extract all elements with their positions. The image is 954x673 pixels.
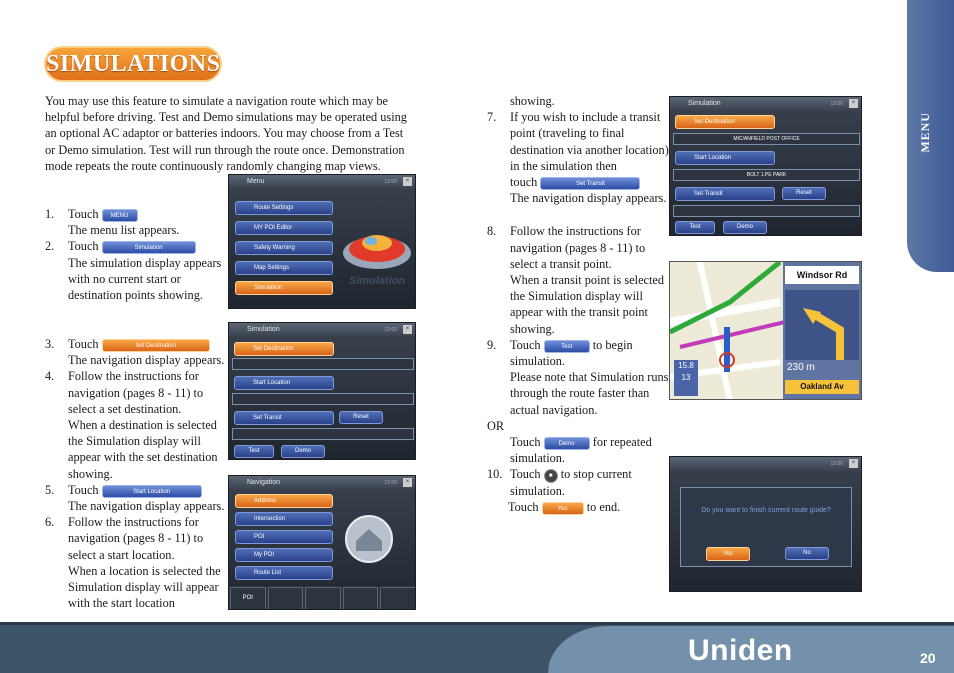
screenshot-simulation-filled bbox=[669, 96, 862, 236]
screenshot-map bbox=[669, 261, 862, 400]
screenshot-navigation bbox=[228, 475, 416, 610]
screenshot-confirm bbox=[669, 456, 862, 592]
sim2-test: Test bbox=[675, 221, 715, 234]
side-tab-label: MENU bbox=[918, 112, 932, 153]
menu-button-image: MENU bbox=[102, 209, 138, 222]
footer-rule bbox=[0, 622, 954, 625]
nav-bottom-slot-3 bbox=[343, 587, 379, 610]
step-3: 3. Touch Set Destination bbox=[45, 336, 225, 352]
sim2-set-transit: Set Transit bbox=[675, 187, 775, 201]
demo-button-image: Demo bbox=[544, 437, 590, 450]
sim1-transit-field bbox=[232, 428, 414, 440]
step-1: 1. Touch MENU bbox=[45, 206, 225, 222]
sim2-set-destination: Set Destination bbox=[675, 115, 775, 129]
menu-item-safety-warning: Safety Warning bbox=[235, 241, 333, 255]
map-guidance-panel bbox=[783, 262, 862, 400]
nav-item-route-list: Route List bbox=[235, 566, 333, 580]
menu-screen-header: Menu 12:00 × bbox=[229, 175, 415, 189]
nav-bottom-poi: POI bbox=[230, 587, 266, 610]
sim1-demo: Demo bbox=[281, 445, 325, 458]
sim2-start-value: BOLT 1.PE PARK bbox=[673, 169, 860, 181]
page-title: SIMULATIONS bbox=[44, 46, 222, 82]
step-10: 10. Touch ■ to stop current simulation. bbox=[487, 467, 632, 498]
steps-left: 1. Touch MENU The menu list appears. 2. Touch Simulation The simulation display appears with no current start or destination points showing. bbox=[45, 206, 225, 303]
sim2-destination-value: MIC/ANFIELD POST OFFICE bbox=[673, 133, 860, 145]
sim2-transit-field bbox=[673, 205, 860, 217]
sim1-reset: Reset bbox=[339, 411, 383, 424]
step-6: 6. Follow the instructions for navigation (pages 8 - 11) to select a start location. bbox=[45, 515, 204, 562]
map-street-top: Windsor Rd bbox=[785, 266, 859, 284]
nav-bottom-slot-1 bbox=[268, 587, 304, 610]
uniden-logo: Uniden bbox=[688, 634, 793, 667]
step-7: 7. If you wish to include a transit point (traveling to final destination via another location) in the simulation then bbox=[487, 110, 669, 173]
screenshot-menu bbox=[228, 174, 416, 309]
simulation-button-image: Simulation bbox=[102, 241, 196, 254]
nav-bottom-bar bbox=[229, 586, 416, 610]
confirm-header: 12:00 × bbox=[670, 457, 861, 471]
screenshot-simulation-empty bbox=[228, 322, 416, 460]
nav-item-poi: POI bbox=[235, 530, 333, 544]
sim1-destination-field bbox=[232, 358, 414, 370]
step-8: 8. Follow the instructions for navigation (pages 8 - 11) to select a transit point. bbox=[487, 224, 646, 271]
confirm-message: Do you want to finish current route guide? bbox=[701, 507, 831, 514]
map-street-bottom: Oakland Av bbox=[785, 380, 859, 394]
step-9: 9. Touch Test to begin simulation. bbox=[487, 337, 633, 369]
menu-watermark: Simulation bbox=[349, 275, 406, 287]
sim1-header: Simulation 12:00 × bbox=[229, 323, 415, 337]
steps-right: showing. 7. If you wish to include a transit point (traveling to final destination via another location) in the simulation then touch Set Transit The navigation display appears. 8. Follow the instructions for navigation (pages 8 - 11) to select a transit point. When a transit point is selected the Simulation display will appear with the transit point showing. 9. Touch Test to begin simulation. Please note that Simulation runs through the route faster than actual navigation. OR Touch Demo for repeated simulation. 10. Touch ■ to stop current simulation. Touch Yes to end. bbox=[487, 94, 669, 514]
start-location-button-image: Start Location bbox=[102, 485, 202, 498]
set-destination-button-image: Set Destination bbox=[102, 339, 210, 352]
sim1-start-location: Start Location bbox=[234, 376, 334, 390]
step-2: 2. Touch Simulation bbox=[45, 238, 225, 254]
confirm-no: No bbox=[785, 547, 829, 560]
sim1-test: Test bbox=[234, 445, 274, 458]
nav-item-my-poi: My POI bbox=[235, 548, 333, 562]
sim1-start-field bbox=[232, 393, 414, 405]
menu-item-map-settings: Map Settings bbox=[235, 261, 333, 275]
nav-header: Navigation 12:00 × bbox=[229, 476, 415, 490]
menu-item-poi-editor: MY POI Editor bbox=[235, 221, 333, 235]
sim2-header: Simulation 12:00 × bbox=[670, 97, 861, 111]
nav-bottom-slot-4 bbox=[380, 587, 416, 610]
test-button-image: Test bbox=[544, 340, 590, 353]
nav-bottom-slot-2 bbox=[305, 587, 341, 610]
step-4: 4. Follow the instructions for navigation (pages 8 - 11) to select a set destination. bbox=[45, 369, 204, 416]
page-number: 20 bbox=[920, 650, 936, 666]
turn-arrow-icon bbox=[785, 290, 859, 360]
confirm-yes: Yes bbox=[706, 547, 750, 561]
yes-button-image: Yes bbox=[542, 502, 584, 515]
sim2-demo: Demo bbox=[723, 221, 767, 234]
set-transit-button-image: Set Transit bbox=[540, 177, 640, 190]
step-5: 5. Touch Start Location bbox=[45, 482, 225, 498]
menu-item-simulation: Simulation bbox=[235, 281, 333, 295]
confirm-dialog bbox=[680, 487, 852, 567]
nav-item-address: Address bbox=[235, 494, 333, 508]
car-icon bbox=[341, 215, 413, 275]
sim2-start-location: Start Location bbox=[675, 151, 775, 165]
steps-left-2: 3. Touch Set Destination The navigation display appears. 4. Follow the instructions for navigation (pages 8 - 11) to select a set destination. When a destination is selected the Simulation display will appear with the set destination showing. 5. Touch Start Location The navigation display appears. 6. Follow the instructions for navigation (pages 8 - 11) to select a start location. When a location is selected the Simulation display will appear with the start location bbox=[45, 337, 225, 611]
map-distance: 230 m bbox=[787, 362, 815, 373]
nav-item-intersection: Intersection bbox=[235, 512, 333, 526]
intro-paragraph: You may use this feature to simulate a navigation route which may be helpful before driving. Test and Demo simulations may be operated using an optional AC adaptor or batteries indoors. You may choose from a Test or Demo simulation. Test will run through the route once. Demonstration mode repeats the route continuously randomly changing map views. bbox=[45, 94, 407, 173]
sim2-reset: Reset bbox=[782, 187, 826, 200]
house-icon bbox=[344, 514, 394, 564]
menu-item-route-settings: Route Settings bbox=[235, 201, 333, 215]
sim1-set-transit: Set Transit bbox=[234, 411, 334, 425]
map-speed-panel: 15.8 13 bbox=[674, 360, 698, 396]
stop-icon: ■ bbox=[544, 469, 558, 483]
sim1-set-destination: Set Destination bbox=[234, 342, 334, 356]
